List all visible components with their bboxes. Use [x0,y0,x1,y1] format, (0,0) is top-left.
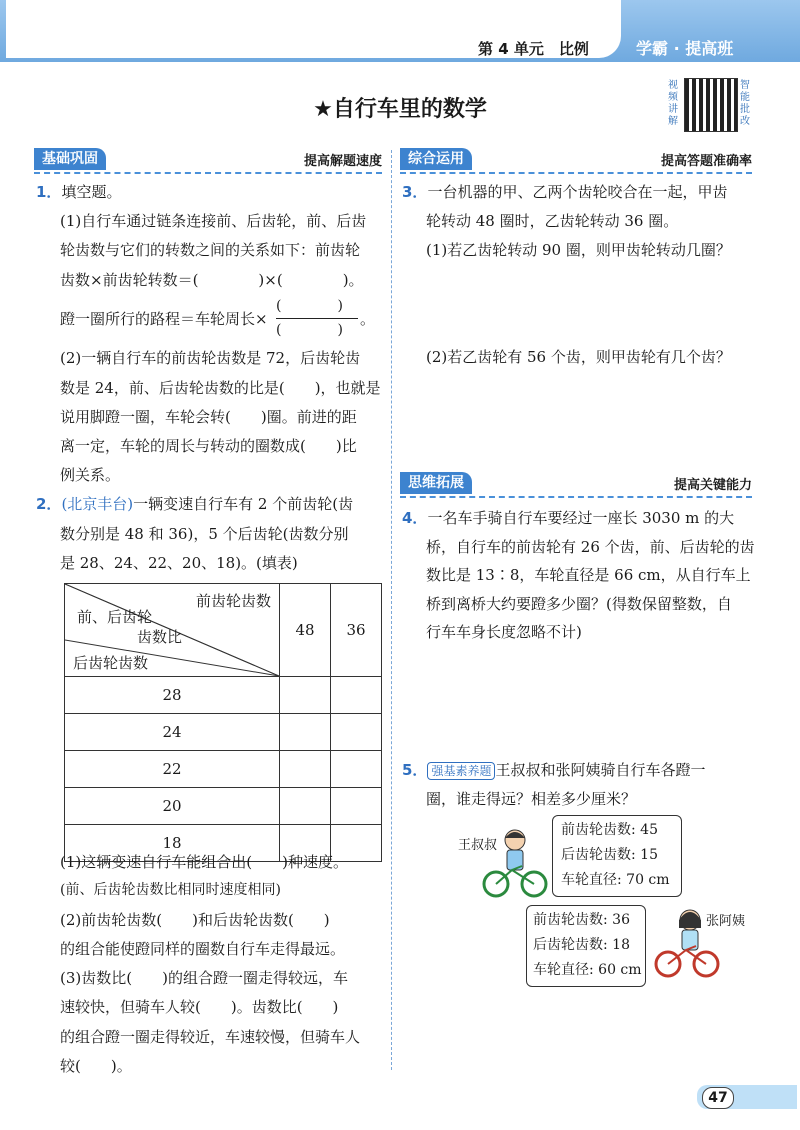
diag-mid1-label: 前、后齿轮 [77,608,153,626]
q2-l3: 是 28、24、22、20、18)。(填表) [60,554,298,572]
diag-bottom-label: 后齿轮齿数 [73,654,149,672]
wang-cyclist-icon [482,826,548,902]
q2-l2: 数分别是 48 和 36)，5 个后齿轮(齿数分别 [60,525,349,543]
q5-badge: 强基素养题 [427,762,495,780]
page-number: 47 [702,1087,734,1109]
q1-fraction-bar [276,318,358,319]
table-row [65,788,382,825]
q1-p2-l3: 说用脚蹬一圈，车轮会转( )圈。前进的距 [60,408,357,426]
diag-mid2-label: 齿数比 [137,628,183,646]
q5-number: 5． [402,761,428,779]
section-basic [34,148,382,174]
answer-cell[interactable] [331,788,382,825]
q1-p1-l1: (1)自行车通过链条连接前、后齿轮，前、后齿 [60,212,367,230]
q3-s1: (1)若乙齿轮转动 90 圈，则甲齿轮转动几圈？ [426,241,731,259]
rear-18: 18 [65,825,280,862]
q1-p1-l4b: 。 [360,310,376,328]
q1-head: 填空题。 [61,183,122,201]
q2-s3c: 的组合蹬一圈走得较近，车速较慢，但骑车人 [60,1028,361,1046]
section-think-tag: 思维拓展 [400,472,472,494]
q2-s2b: 的组合能使蹬同样的圈数自行车走得最远。 [60,940,346,958]
answer-cell[interactable] [280,714,331,751]
q3-l1: 一台机器的甲、乙两个齿轮咬合在一起，甲齿 [427,183,728,201]
wang-info-box [552,815,682,897]
q2-number: 2． [36,495,62,513]
qr-code-icon[interactable] [684,78,738,132]
q1-p2-l1: (2)一辆自行车的前齿轮齿数是 72，后齿轮齿 [60,349,361,367]
gear-ratio-table [64,583,382,862]
table-row [65,751,382,788]
q1-fraction-bottom: ( ) [276,322,343,338]
q1-p2-l5: 例关系。 [60,466,121,484]
q5-line [402,760,705,780]
zhang-rear: 后齿轮齿数: 18 [533,937,630,953]
page-title: ★自行车里的数学 [313,97,487,122]
q2-source: (北京丰台) [61,495,134,513]
diagonal-header-cell [65,584,280,677]
wang-name: 王叔叔 [458,838,498,853]
answer-cell[interactable] [331,677,382,714]
q1-fraction-top: ( ) [276,298,343,314]
q5-l1: 王叔叔和张阿姨骑自行车各蹬一 [495,761,706,779]
q4-l2: 桥，自行车的前齿轮有 26 个齿，前、后齿轮的齿 [426,538,755,556]
column-divider [391,150,392,1070]
zhang-front: 前齿轮齿数: 36 [533,912,630,928]
brand-label: 学霸 · 提高班 [636,39,734,58]
answer-cell[interactable] [331,751,382,788]
section-apply-subtitle: 提高答题准确率 [660,154,752,169]
zhang-info-box [526,905,646,987]
q4-l4: 桥到离桥大约要蹬多少圈？(得数保留整数，自 [426,595,732,613]
rear-20: 20 [65,788,280,825]
qr-right-label: 智能批改 [740,80,750,127]
q1-p1-l4a: 蹬一圈所行的路程＝车轮周长× [60,310,268,328]
q1-line [36,182,121,202]
q1-p1-l2: 轮齿数与它们的转数之间的关系如下：前齿轮 [60,241,361,259]
front-48-header: 48 [280,584,331,677]
q3-l2: 轮转动 48 圈时，乙齿轮转动 36 圈。 [426,212,679,230]
zhang-name: 张阿姨 [706,914,746,929]
wang-rear: 后齿轮齿数: 15 [561,847,658,863]
q4-l3: 数比是 13∶8，车轮直径是 66 cm，从自行车上 [426,566,751,584]
q1-p1-l3: 齿数×前齿轮转数＝( )×( )。 [60,271,364,289]
unit-label: 第 4 单元 比例 [478,40,589,58]
q2-s2: (2)前齿轮齿数( )和后齿轮齿数( ) [60,911,330,929]
q2-s1: (1)这辆变速自行车能组合出( )种速度。 [60,853,348,871]
section-apply-tag: 综合运用 [400,148,472,170]
q3-s2: (2)若乙齿轮有 56 个齿，则甲齿轮有几个齿？ [426,348,731,366]
q4-l5: 行车车身长度忽略不计) [426,623,582,641]
section-basic-subtitle: 提高解题速度 [303,154,382,169]
q1-p2-l4: 离一定，车轮的周长与转动的圈数成( )比 [60,437,357,455]
q5-l2: 圈，谁走得远？相差多少厘米？ [426,790,637,808]
q4-line [402,508,734,528]
answer-cell[interactable] [280,788,331,825]
wang-wheel: 车轮直径: 70 cm [561,872,670,888]
q3-line [402,182,727,202]
qr-left-label: 视频讲解 [668,80,678,127]
answer-cell[interactable] [331,714,382,751]
front-36-header: 36 [331,584,382,677]
table-row [65,677,382,714]
rear-28: 28 [65,677,280,714]
table-row [65,714,382,751]
zhang-wheel: 车轮直径: 60 cm [533,962,642,978]
q1-p2-l2: 数是 24，前、后齿轮齿数的比是( )，也就是 [60,379,381,397]
rear-24: 24 [65,714,280,751]
q4-l1: 一名车手骑自行车要经过一座长 3030 m 的大 [427,509,735,527]
q1-number: 1． [36,183,62,201]
wang-front: 前齿轮齿数: 45 [561,822,658,838]
answer-cell[interactable] [280,751,331,788]
section-think-subtitle: 提高关键能力 [673,478,752,493]
answer-cell[interactable] [280,677,331,714]
q2-s3d: 较( )。 [60,1057,132,1075]
q2-s1b: (前、后齿轮齿数比相同时速度相同) [60,882,281,898]
section-apply [400,148,752,174]
q2-line [36,494,353,514]
q2-s3b: 速较快，但骑车人较( )。齿数比( ) [60,998,339,1016]
section-think [400,472,752,498]
q3-number: 3． [402,183,428,201]
q2-l1: 一辆变速自行车有 2 个前齿轮(齿 [133,495,354,513]
q4-number: 4． [402,509,428,527]
diag-top-label: 前齿轮齿数 [195,592,271,610]
rear-22: 22 [65,751,280,788]
q2-s3: (3)齿数比( )的组合蹬一圈走得较远，车 [60,969,348,987]
section-basic-tag: 基础巩固 [34,148,106,170]
